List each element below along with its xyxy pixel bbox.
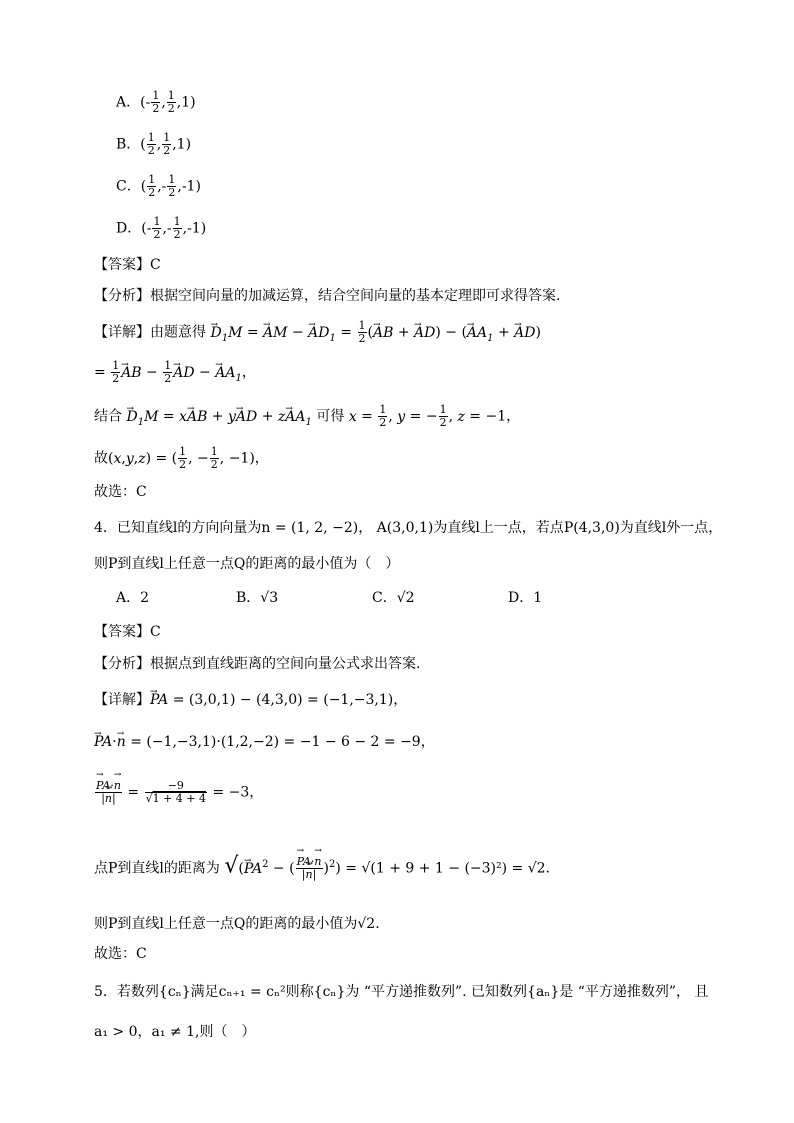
q5-stem-1: 5．若数列{cₙ}满足cₙ₊₁ = cₙ²则称{cₙ}为 “平方递推数列”. 已知数列{aₙ}是 “平方递推数列”， 且 bbox=[94, 984, 709, 1000]
q4-detail-2: → PA·→ n = (−1,−3,1)·(1,2,−2) = −1 − 6 − 2 = −9， bbox=[94, 732, 435, 752]
option-c: C．( $\frac{1}{2}$ ,- $\frac{1}{2}$ ,-1) bbox=[116, 173, 201, 199]
q3-detail-4: 故(x,y,z) = ( $\frac{1}{2}$ , − $\frac{1}{2}$ , −1)， bbox=[94, 445, 269, 471]
q4-conclusion: 则P到直线l上任意一点Q的距离的最小值为√2. bbox=[94, 916, 380, 932]
q3-answer: 【答案】C bbox=[94, 257, 161, 273]
q4-detail-3: → $\frac{PA\cdot\to n}{|\to n|}$ = $\frac{-9}{√1 + 4 + 4}$ = −3， bbox=[94, 780, 263, 805]
q4-choose: 故选：C bbox=[94, 946, 147, 962]
q4-options: A．2 B．√3 C．√2 D．1 bbox=[116, 590, 543, 606]
option-b: B．( $\frac{1}{2}$ , $\frac{1}{2}$ ,1) bbox=[116, 131, 192, 157]
q4-detail-4: 点P到直线l的距离为 √(→ $PA^2$ − ( → $\frac{PA\cdot\to n}{|\to n|}$ )$^2$) = √(1 + 9 + 1 − (−3)²) = √2. bbox=[94, 855, 550, 881]
q4-analysis: 【分析】根据点到直线距离的空间向量公式求出答案. bbox=[94, 656, 421, 672]
option-a: A．(- $\frac{1}{2}$ , $\frac{1}{2}$ ,1) bbox=[116, 89, 196, 115]
q4-stem-2: 则P到直线l上任意一点Q的距离的最小值为（ ） bbox=[94, 556, 400, 572]
q3-detail-3: 结合 → $D_1M = x\to$ AB + y→ AD + $z\to AA_1$ 可得 x = $\frac{1}{2}$ , y = − $\frac{1}{2}$ , z = −1， bbox=[94, 404, 520, 432]
q3-detail-2: = $\frac{1}{2}$ → AB − $\frac{1}{2}$ → AD − → $AA_1$， bbox=[94, 360, 256, 388]
q4-stem-1: 4．已知直线l的方向向量为n = (1, 2, −2)， A(3,0,1)为直线l上一点，若点P(4,3,0)为直线l外一点， bbox=[94, 520, 723, 536]
q3-detail-1: 【详解】由题意得 → $D_1M$ = → AM − → $AD_1$ = $\frac{1}{2}$ (→ AB + → AD) − (→ $AA_1$ + → AD) bbox=[94, 320, 541, 348]
q5-stem-2: a₁ > 0，a₁ ≠ 1,则（ ） bbox=[94, 1024, 256, 1040]
q4-detail-1: 【详解】→ PA = (3,0,1) − (4,3,0) = (−1,−3,1)， bbox=[94, 690, 407, 710]
q3-analysis: 【分析】根据空间向量的加减运算，结合空间向量的基本定理即可求得答案. bbox=[94, 288, 561, 304]
q4-answer: 【答案】C bbox=[94, 624, 161, 640]
q3-choose: 故选：C bbox=[94, 484, 147, 500]
option-d: D．(- $\frac{1}{2}$ ,- $\frac{1}{2}$ ,-1) bbox=[116, 215, 207, 241]
